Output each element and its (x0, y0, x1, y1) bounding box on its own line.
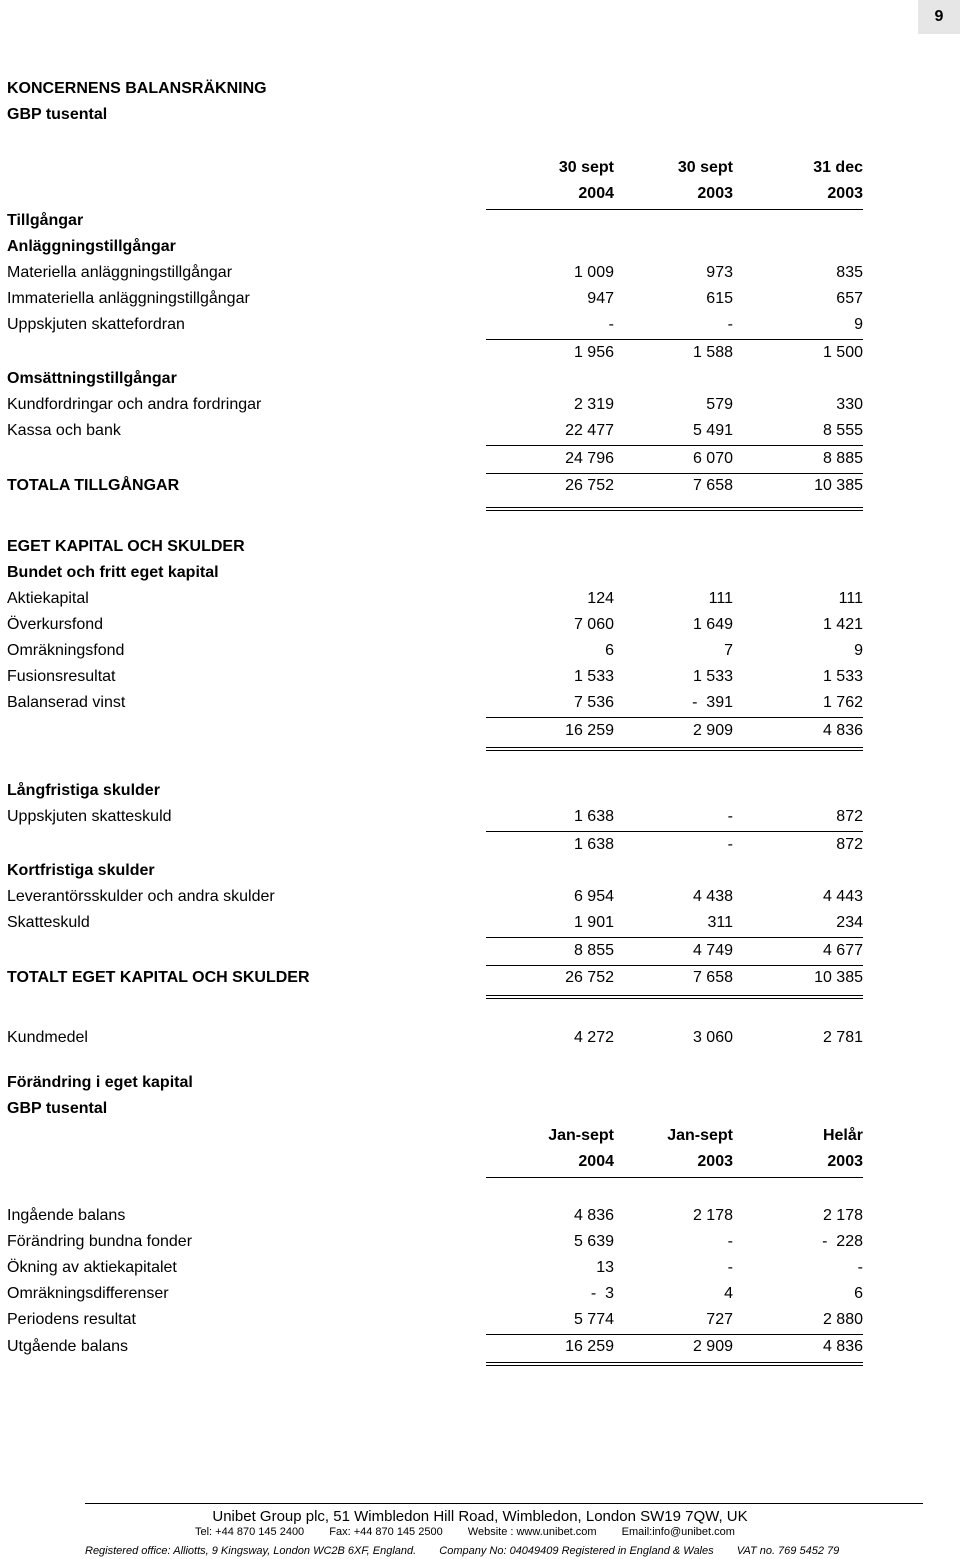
section-heading: Anläggningstillgångar (7, 238, 176, 255)
row-label: Uppskjuten skattefordran (7, 316, 185, 333)
row-value: 22 477 (565, 422, 614, 439)
row-value: - (727, 1233, 733, 1250)
row-value: 1 901 (573, 914, 614, 931)
row-label: Ökning av aktiekapitalet (7, 1259, 177, 1276)
row-label: Omräkningsdifferenser (7, 1285, 169, 1302)
subtotal-value: 8 885 (822, 450, 863, 467)
row-value: 947 (587, 290, 614, 307)
row-value: 7 (724, 642, 733, 659)
row-value: 4 (724, 1285, 733, 1302)
total-label: TOTALA TILLGÅNGAR (7, 477, 180, 494)
col-header-year: 2003 (827, 185, 863, 202)
row-value: 9 (854, 642, 863, 659)
subtotal-rule (486, 831, 863, 832)
row-value: 7 536 (573, 694, 614, 711)
footer-rule (85, 1503, 923, 1504)
row-value: 1 533 (573, 668, 614, 685)
row-value: 311 (707, 914, 733, 931)
total-value: 10 385 (814, 969, 863, 986)
footer-website[interactable]: Website : www.unibet.com (467, 1526, 597, 1538)
row-value: 124 (587, 590, 614, 607)
row-label: Kundmedel (7, 1029, 88, 1046)
footer-vat: VAT no. 769 5452 79 (736, 1545, 840, 1557)
total-value: 10 385 (814, 477, 863, 494)
col-header-year: 2003 (827, 1153, 863, 1170)
row-value: 16 259 (565, 1338, 614, 1355)
row-label: Kassa och bank (7, 422, 121, 439)
row-value: - 228 (822, 1233, 863, 1250)
row-label: Immateriella anläggningstillgångar (7, 290, 250, 307)
row-value: - (608, 316, 614, 333)
footer-address: Unibet Group plc, 51 Wimbledon Hill Road, Wimbledon, London SW19 7QW, UK (212, 1508, 748, 1525)
page-number: 9 (918, 0, 960, 34)
row-value: 2 880 (822, 1311, 863, 1328)
footer-fax: Fax: +44 870 145 2500 (329, 1526, 443, 1538)
subtotal-rule (486, 339, 863, 340)
subtotal-value: 1 588 (692, 344, 733, 361)
row-value: 1 649 (692, 616, 733, 633)
row-label: Fusionsresultat (7, 668, 116, 685)
row-value: 872 (836, 808, 863, 825)
total-value: 26 752 (565, 477, 614, 494)
row-label: Utgående balans (7, 1338, 128, 1355)
section-heading: EGET KAPITAL OCH SKULDER (7, 538, 245, 555)
subtotal-rule (486, 717, 863, 718)
row-value: 835 (836, 264, 863, 281)
row-value: 4 438 (692, 888, 733, 905)
row-label: Kundfordringar och andra fordringar (7, 396, 262, 413)
subtotal-value: 1 638 (573, 836, 614, 853)
row-value: 111 (708, 590, 733, 607)
equity-title: Förändring i eget kapital (7, 1074, 193, 1091)
row-value: 1 009 (573, 264, 614, 281)
row-value: 1 533 (692, 668, 733, 685)
row-value: 579 (706, 396, 733, 413)
header-rule (486, 209, 863, 210)
subtotal-value: 872 (836, 836, 863, 853)
row-value: 1 762 (822, 694, 863, 711)
subtotal-value: 6 070 (692, 450, 733, 467)
row-value: - 3 (590, 1285, 614, 1302)
total-value: 7 658 (692, 969, 733, 986)
col-header-top: Helår (822, 1127, 863, 1144)
row-value: 234 (836, 914, 863, 931)
col-header-year: 2003 (697, 185, 733, 202)
row-value: 4 836 (822, 1338, 863, 1355)
footer-company-no: Company No: 04049409 Registered in England & Wales (439, 1545, 714, 1557)
col-header-top: Jan-sept (548, 1127, 614, 1144)
col-header-year: 2004 (578, 185, 614, 202)
balance-title: KONCERNENS BALANSRÄKNING (7, 80, 267, 97)
row-label: Aktiekapital (7, 590, 89, 607)
section-heading: Tillgångar (7, 212, 84, 229)
section-heading: Kortfristiga skulder (7, 862, 155, 879)
row-value: 9 (854, 316, 863, 333)
row-value: 7 060 (573, 616, 614, 633)
total-value: 7 658 (692, 477, 733, 494)
total-value: 26 752 (565, 969, 614, 986)
row-label: Periodens resultat (7, 1311, 136, 1328)
subtotal-value: 4 836 (822, 722, 863, 739)
row-value: 615 (706, 290, 733, 307)
total-rule (486, 965, 863, 966)
row-value: - 391 (692, 694, 733, 711)
double-underline (486, 1362, 863, 1366)
section-heading: Omsättningstillgångar (7, 370, 177, 387)
row-value: 657 (836, 290, 863, 307)
col-header-top: 31 dec (813, 159, 863, 176)
row-value: - (727, 808, 733, 825)
subtotal-value: 4 749 (692, 942, 733, 959)
row-value: 1 421 (822, 616, 863, 633)
equity-currency: GBP tusental (7, 1100, 108, 1117)
col-header-year: 2003 (697, 1153, 733, 1170)
row-value: 2 178 (692, 1207, 733, 1224)
row-value: 1 533 (822, 668, 863, 685)
col-header-year: 2004 (578, 1153, 614, 1170)
footer-registration (85, 1545, 859, 1557)
row-value: 4 272 (573, 1029, 614, 1046)
row-value: 8 555 (822, 422, 863, 439)
subtotal-rule (486, 1334, 863, 1335)
row-value: 111 (838, 590, 863, 607)
subtotal-value: 1 500 (822, 344, 863, 361)
row-value: 2 909 (692, 1338, 733, 1355)
subtotal-rule (486, 445, 863, 446)
row-value: 6 (854, 1285, 863, 1302)
row-value: 4 443 (822, 888, 863, 905)
row-value: 5 774 (573, 1311, 614, 1328)
row-value: 5 491 (692, 422, 733, 439)
row-label: Skatteskuld (7, 914, 90, 931)
col-header-top: Jan-sept (667, 1127, 733, 1144)
row-value: 13 (596, 1259, 614, 1276)
subtotal-value: 4 677 (822, 942, 863, 959)
row-label: Leverantörsskulder och andra skulder (7, 888, 275, 905)
row-label: Förändring bundna fonder (7, 1233, 193, 1250)
row-label: Överkursfond (7, 616, 104, 633)
row-value: 2 319 (573, 396, 614, 413)
row-value: 3 060 (692, 1029, 733, 1046)
header-rule (486, 1177, 863, 1178)
footer-contact (195, 1526, 757, 1538)
row-value: 4 836 (573, 1207, 614, 1224)
row-value: 330 (836, 396, 863, 413)
col-header-top: 30 sept (677, 159, 733, 176)
subtotal-value: 2 909 (692, 722, 733, 739)
section-heading: Bundet och fritt eget kapital (7, 564, 219, 581)
double-underline (486, 747, 863, 751)
row-value: 6 954 (573, 888, 614, 905)
footer-tel: Tel: +44 870 145 2400 (195, 1526, 305, 1538)
row-value: 1 638 (573, 808, 614, 825)
total-rule (486, 473, 863, 474)
row-value: - (857, 1259, 863, 1276)
row-label: Ingående balans (7, 1207, 126, 1224)
subtotal-value: 24 796 (565, 450, 614, 467)
row-value: 727 (706, 1311, 733, 1328)
row-label: Uppskjuten skatteskuld (7, 808, 172, 825)
row-label: Balanserad vinst (7, 694, 126, 711)
row-value: 2 178 (822, 1207, 863, 1224)
balance-currency: GBP tusental (7, 106, 108, 123)
footer-email[interactable]: Email:info@unibet.com (621, 1526, 735, 1538)
double-underline (486, 507, 863, 511)
double-underline (486, 995, 863, 999)
subtotal-value: 16 259 (565, 722, 614, 739)
row-value: - (727, 1259, 733, 1276)
row-label: Omräkningsfond (7, 642, 125, 659)
row-value: 5 639 (573, 1233, 614, 1250)
row-value: 973 (706, 264, 733, 281)
row-value: 2 781 (822, 1029, 863, 1046)
row-value: 6 (605, 642, 614, 659)
total-label: TOTALT EGET KAPITAL OCH SKULDER (7, 969, 310, 986)
subtotal-value: 8 855 (573, 942, 614, 959)
subtotal-rule (486, 937, 863, 938)
subtotal-value: 1 956 (573, 344, 614, 361)
row-value: - (727, 316, 733, 333)
col-header-top: 30 sept (558, 159, 614, 176)
section-heading: Långfristiga skulder (7, 782, 160, 799)
row-label: Materiella anläggningstillgångar (7, 264, 233, 281)
footer-registered-office: Registered office: Alliotts, 9 Kingsway, London WC2B 6XF, England. (85, 1545, 417, 1557)
subtotal-value: - (727, 836, 733, 853)
